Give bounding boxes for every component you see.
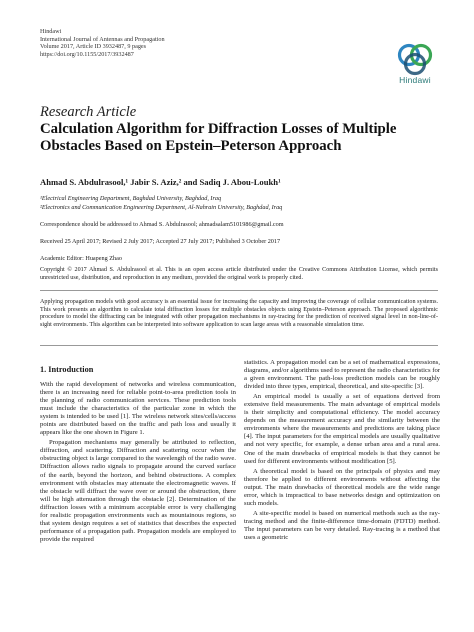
paper-title: Calculation Algorithm for Diffraction Losses of Multiple Obstacles Based on Epstein–Peterson Approach bbox=[40, 121, 397, 154]
body-column-right bbox=[244, 359, 440, 542]
paragraph: With the rapid development of networks and wireless communication, there is an increasing need for reliable point-to-area prediction tools in the planning of radio communication services. These prediction tools must include the characteristics of the particular zone in which the system is intended to be used [1]. The wireless network sites/cells/access points are distributed based on the traffic and path loss and usually it appears like the one shown in Figure 1. bbox=[40, 381, 236, 437]
dates-line: Received 25 April 2017; Revised 2 July 2017; Accepted 27 July 2017; Published 3 October 2017 bbox=[40, 238, 281, 245]
correspondence-line: Correspondence should be addressed to Ahmad S. Abdulrasool; ahmadsalam5101986@gmail.com bbox=[40, 221, 284, 228]
academic-editor: Academic Editor: Huapeng Zhao bbox=[40, 255, 122, 262]
paragraph: statistics. A propagation model can be a set of mathematical expressions, diagrams, and/or algorithms used to represent the radio characteristics for a given environment. The path-loss prediction models can be roughly divided into three types, empirical, theoretical, and site-specific [3]. bbox=[244, 359, 440, 391]
logo-wordmark: Hindawi bbox=[399, 75, 431, 85]
journal-name: International Journal of Antennas and Propagation bbox=[40, 35, 165, 43]
journal-header bbox=[40, 28, 165, 58]
volume-info: Volume 2017, Article ID 3932487, 9 pages bbox=[40, 43, 147, 51]
paragraph: An empirical model is usually a set of equations derived from extensive field measurements. The main advantage of empirical models is their simplicity and computational efficiency. The model accuracy depends on the measurement accuracy and the similarity between the environments where the measurements and predictions are taking place [4]. The input parameters for the empirical models are usually qualitative and not very specific, for example, a dense urban area and a rural area. One of the main drawbacks of empirical models is that they cannot be used for different environments without modification [5]. bbox=[244, 393, 440, 465]
paragraph: A theoretical model is based on the principals of physics and may therefore be applied to different environments without affecting the output. The main drawbacks of theoretical models are the wide range error, which is impractical to base networks design and optimization on such models. bbox=[244, 467, 440, 507]
author-list: Ahmad S. Abdulrasool,¹ Jabir S. Aziz,² and Sadiq J. Abou-Loukh¹ bbox=[40, 177, 281, 187]
doi-link[interactable]: https://doi.org/10.1155/2017/3932487 bbox=[40, 50, 134, 58]
article-type: Research Article bbox=[40, 104, 137, 120]
paragraph: Propagation mechanisms may generally be attributed to reflection, diffraction, and scattering. Diffraction and scattering occur when the obstructing object is large compared to the wavelength of the radio wave. Diffraction allows radio signals to propagate around the curved surface of the earth, beyond the horizon, and behind obstructions. A complex environment with obstacles may attenuate the electromagnetic waves. If the obstacle will diffract the wave over or around the obstruction, there will be high attenuation through the obstacle [2]. Determination of the diffraction losses with a minimum acceptable error is very challenging for realistic propagation environments such as mountainous regions, so that system design requires a set of statistics that describes the expected performance of a propagation path. Propagation models are employed to provide the required bbox=[40, 439, 236, 543]
divider bbox=[40, 345, 438, 346]
affiliation-1: ¹Electrical Engineering Department, Baghdad University, Baghdad, Iraq bbox=[40, 195, 222, 202]
affiliation-2: ²Electronics and Communication Engineering Department, Al-Nahrain University, Baghdad, Iraq bbox=[40, 204, 283, 211]
publisher-name: Hindawi bbox=[40, 28, 62, 35]
divider bbox=[40, 290, 438, 291]
copyright-notice: Copyright © 2017 Ahmad S. Abdulrasool et al. This is an open access article distributed under the Creative Commons Attribution License, which permits unrestricted use, distribution, and reproduction in any medium, provided the original work is properly cited. bbox=[40, 267, 438, 281]
section-heading: 1. Introduction bbox=[40, 365, 94, 374]
body-column-left bbox=[40, 381, 236, 544]
paragraph: A site-specific model is based on numerical methods such as the ray-tracing method and the finite-difference time-domain (FDTD) method. The input parameters can be very detailed. Ray-tracing is a method that uses a geometric bbox=[244, 509, 440, 541]
abstract-text: Applying propagation models with good accuracy is an essential issue for increasing the capacity and improving the coverage of cellular communication systems. This work presents an algorithm to calculate total diffraction losses for multiple obstacles objects using Epstein–Peterson approach. The proposed algorithmic procedure to model the diffracting can be integrated with other propagation mechanisms in ray-tracing for the prediction of received signal level in non-line-of-sight environments. This algorithm can be interpreted into software application to scan large areas with a reasonable simulation time. bbox=[40, 299, 438, 328]
